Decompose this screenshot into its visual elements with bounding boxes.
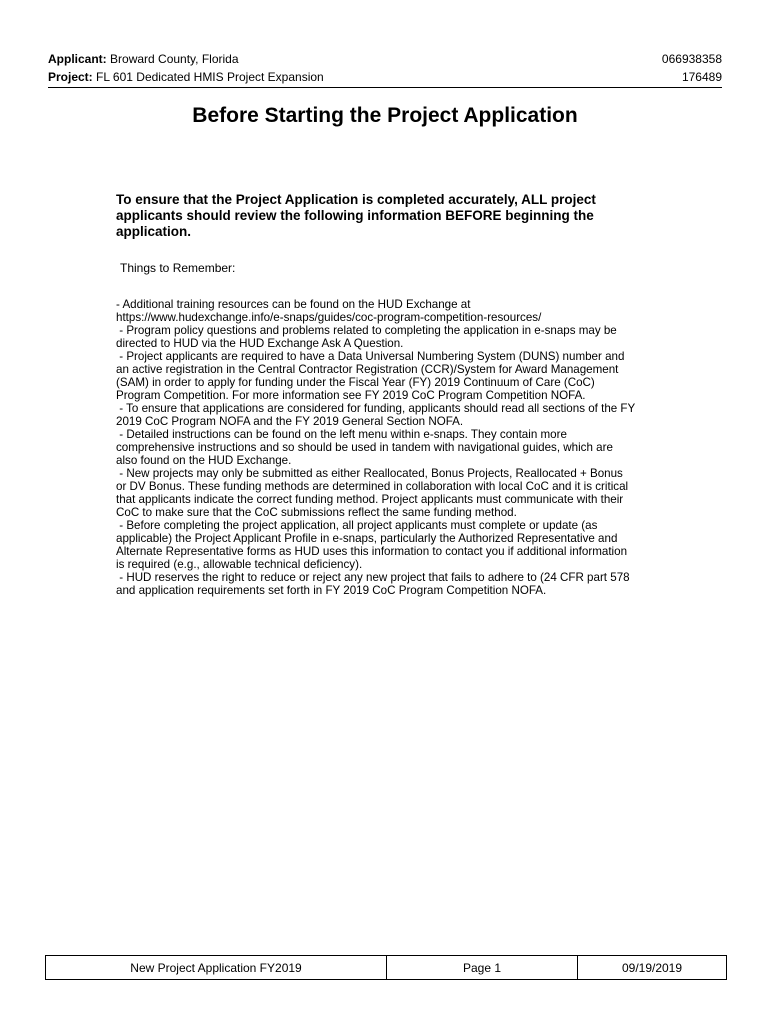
instruction-item: - Additional training resources can be found on the HUD Exchange at https://www.hudexchange.info/e-snaps/guides/coc-program-competition-resources/ xyxy=(116,298,542,324)
applicant-row xyxy=(48,50,722,68)
instruction-item: - Before completing the project application, all project applicants must complete or update (as applicable) the Project Applicant Profile in e-snaps, particularly the Authorized Representative and Alternate Representative forms as HUD uses this information to contact you if additional information is required (e.g., allowable technical deficiency). xyxy=(116,519,631,571)
things-to-remember-label: Things to Remember: xyxy=(120,261,236,275)
instruction-item: - Detailed instructions can be found on the left menu within e-snaps. They contain more comprehensive instructions and so should be used in tandem with navigational guides, which are also found on the HUD Exchange. xyxy=(116,428,617,467)
instruction-item: - New projects may only be submitted as either Reallocated, Bonus Projects, Reallocated + Bonus or DV Bonus. These funding methods are determined in collaboration with local CoC and it is critical that applicants indicate the correct funding method. Project applicants must communicate with their CoC to make sure that the CoC submissions reflect the same funding method. xyxy=(116,467,632,519)
header-divider xyxy=(48,87,722,88)
project-value: FL 601 Dedicated HMIS Project Expansion xyxy=(96,70,324,84)
instruction-item: - Project applicants are required to have a Data Universal Numbering System (DUNS) number and an active registration in the Central Contractor Registration (CCR)/System for Award Management (SAM) in order to apply for funding under the Fiscal Year (FY) 2019 Continuum of Care (CoC) Program Competition. For more information see FY 2019 CoC Program Competition NOFA. xyxy=(116,350,628,402)
applicant-id: 066938358 xyxy=(661,52,722,66)
instructions-body xyxy=(116,298,639,597)
applicant-info xyxy=(48,50,239,68)
page-footer xyxy=(45,955,727,980)
project-info xyxy=(48,68,324,86)
footer-page-number: Page 1 xyxy=(387,956,578,979)
page-title: Before Starting the Project Application xyxy=(192,104,578,127)
instruction-item: - HUD reserves the right to reduce or reject any new project that fails to adhere to (24 CFR part 578 and application requirements set forth in FY 2019 CoC Program Competition NOFA. xyxy=(116,571,633,597)
intro-text: To ensure that the Project Application is completed accurately, ALL project applicants should review the following information BEFORE beginning the application. xyxy=(116,192,596,239)
page-header xyxy=(48,50,722,86)
project-row xyxy=(48,68,722,86)
project-label: Project: xyxy=(48,70,93,84)
applicant-value: Broward County, Florida xyxy=(110,52,239,66)
instruction-item: - To ensure that applications are considered for funding, applicants should read all sections of the FY 2019 CoC Program NOFA and the FY 2019 General Section NOFA. xyxy=(116,402,639,428)
footer-app-name: New Project Application FY2019 xyxy=(46,956,387,979)
footer-date: 09/19/2019 xyxy=(621,960,683,975)
instruction-item: - Program policy questions and problems related to completing the application in e-snaps may be directed to HUD via the HUD Exchange Ask A Question. xyxy=(116,324,620,350)
project-id: 176489 xyxy=(681,70,722,84)
applicant-label: Applicant: xyxy=(48,52,107,66)
